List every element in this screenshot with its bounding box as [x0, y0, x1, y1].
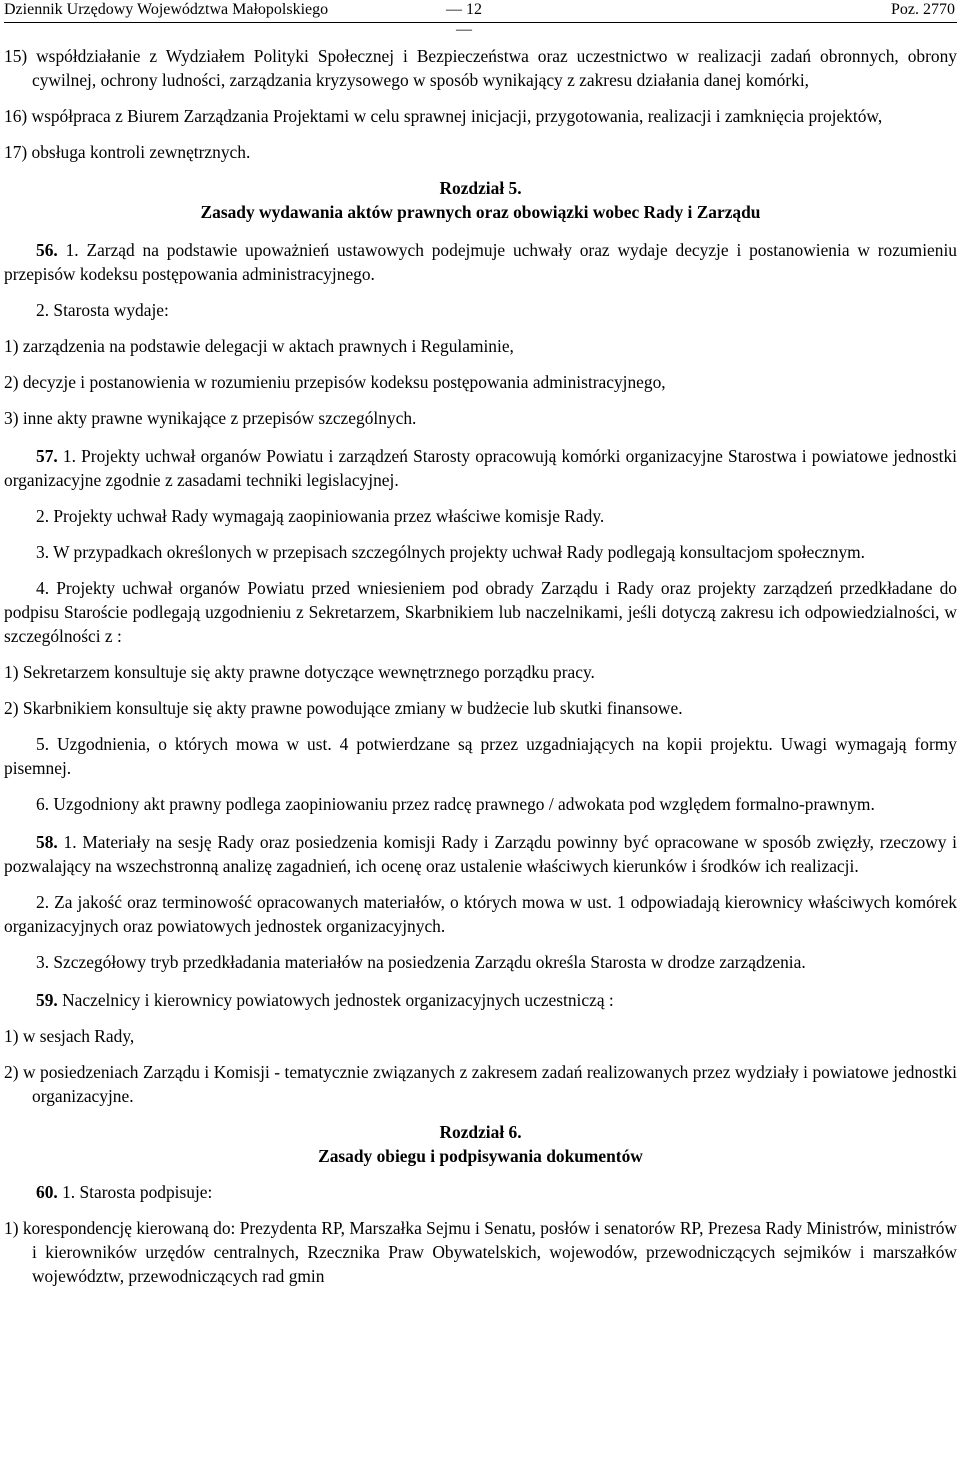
paragraph-lead: 1. [65, 240, 79, 260]
list-item: 1) korespondencję kierowaną do: Prezydenta RP, Marszałka Sejmu i Senatu, posłów i senatorów RP, Prezesa Rady Ministrów, ministrów i kierowników urzędów centralnych, Rzecznika Praw Obywatelskich, wojewodów, przewodniczących sejmików i marszałków województw, przewodniczących rad gmin [4, 1218, 957, 1286]
section-number: 57. [36, 446, 58, 466]
list-item: 2) decyzje i postanowienia w rozumieniu przepisów kodeksu postępowania administracyjnego, [4, 372, 666, 392]
paragraph-text: Naczelnicy i kierownicy powiatowych jednostek organizacyjnych uczestniczą : [62, 990, 614, 1010]
list-item: 2) w posiedzeniach Zarządu i Komisji - tematycznie związanych z zakresem zadań realizowanych przez wydziały i powiatowe jednostki organizacyjne. [4, 1062, 957, 1106]
paragraph-text: Starosta wydaje: [53, 300, 169, 320]
list-item: 2) Skarbnikiem konsultuje się akty prawne powodujące zmiany w budżecie lub skutki finansowe. [4, 698, 683, 718]
section-number: 60. [36, 1182, 58, 1202]
chapter-title: Zasady wydawania aktów prawnych oraz obowiązki wobec Rady i Zarządu [200, 202, 761, 222]
journal-title: Dziennik Urzędowy Województwa Małopolskiego [4, 1, 329, 18]
chapter-number: Rozdział 6. [439, 1122, 522, 1142]
paragraph: 3. W przypadkach określonych w przepisach szczególnych projekty uchwał Rady podlegają konsultacjom społecznym. [36, 542, 866, 562]
section-59 [4, 988, 957, 1012]
paragraph [4, 298, 957, 322]
page-header [4, 0, 957, 38]
section-number: 59. [36, 990, 58, 1010]
position-number: Poz. 2770 [891, 1, 955, 18]
list-item: 1) zarządzenia na podstawie delegacji w aktach prawnych i Regulaminie, [4, 336, 514, 356]
paragraph: 3. Szczegółowy tryb przedkładania materiałów na posiedzenia Zarządu określa Starosta w drodze zarządzenia. [36, 952, 806, 972]
paragraph-text: 1. Projekty uchwał organów Powiatu i zarządzeń Starosty opracowują komórki organizacyjne Starostwa i powiatowe jednostki organizacyjne zgodnie z zasadami techniki legislacyjnej. [4, 446, 957, 490]
section-number: 56. [36, 240, 58, 260]
paragraph-text: 1. Starosta podpisuje: [62, 1182, 213, 1202]
paragraph: 2. Projekty uchwał Rady wymagają zaopiniowania przez właściwe komisje Rady. [36, 506, 605, 526]
section-57 [4, 444, 957, 492]
list-item: 1) w sesjach Rady, [4, 1026, 135, 1046]
list-item: 16) współpraca z Biurem Zarządzania Projektami w celu sprawnej inicjacji, przygotowania, realizacji i zamknięcia projektów, [4, 106, 883, 126]
document-body [4, 44, 957, 1288]
section-60 [4, 1180, 957, 1204]
paragraph: 4. Projekty uchwał organów Powiatu przed wniesieniem pod obrady Zarządu i Rady oraz projekty zarządzeń przedkładane do podpisu Staroście podlegają uzgodnieniu z Sekretarzem, Skarbnikiem lub naczelnikami, jeśli dotyczą zakresu ich odpowiedzialności, w szczególności z : [4, 578, 957, 646]
page-number: — 12 — [446, 1, 482, 38]
paragraph-lead: 2. [36, 300, 50, 320]
chapter-title: Zasady obiegu i podpisywania dokumentów [318, 1146, 643, 1166]
paragraph: 5. Uzgodnienia, o których mowa w ust. 4 potwierdzane są przez uzgadniających na kopii projektu. Uwagi wymagają formy pisemnej. [4, 734, 957, 778]
paragraph: 2. Za jakość oraz terminowość opracowanych materiałów, o których mowa w ust. 1 odpowiadają kierownicy właściwych komórek organizacyjnych oraz powiatowych jednostek organizacyjnych. [4, 892, 957, 936]
paragraph-text: 1. Materiały na sesję Rady oraz posiedzenia komisji Rady i Zarządu powinny być opracowane w sposób zwięzły, rzeczowy i pozwalający na wszechstronną analizę zagadnień, ich ocenę oraz ustalenie właściwych kierunków i środków ich realizacji. [4, 832, 957, 876]
list-item: 3) inne akty prawne wynikające z przepisów szczególnych. [4, 408, 417, 428]
section-56 [4, 238, 957, 286]
list-item: 15) współdziałanie z Wydziałem Polityki Społecznej i Bezpieczeństwa oraz uczestnictwo w realizacji zadań obronnych, obrony cywilnej, ochrony ludności, zarządzania kryzysowego w sposób wynikający z zakresu działania danej komórki, [4, 46, 957, 90]
section-58 [4, 830, 957, 878]
section-number: 58. [36, 832, 58, 852]
list-item: 1) Sekretarzem konsultuje się akty prawne dotyczące wewnętrznego porządku pracy. [4, 662, 595, 682]
chapter-number: Rozdział 5. [439, 178, 522, 198]
paragraph: 6. Uzgodniony akt prawny podlega zaopiniowaniu przez radcę prawnego / adwokata pod względem formalno-prawnym. [36, 794, 875, 814]
paragraph-text: Zarząd na podstawie upoważnień ustawowych podejmuje uchwały oraz wydaje decyzje i postanowienia w rozumieniu przepisów kodeksu postępowania administracyjnego. [4, 240, 957, 284]
list-item: 17) obsługa kontroli zewnętrznych. [4, 142, 251, 162]
